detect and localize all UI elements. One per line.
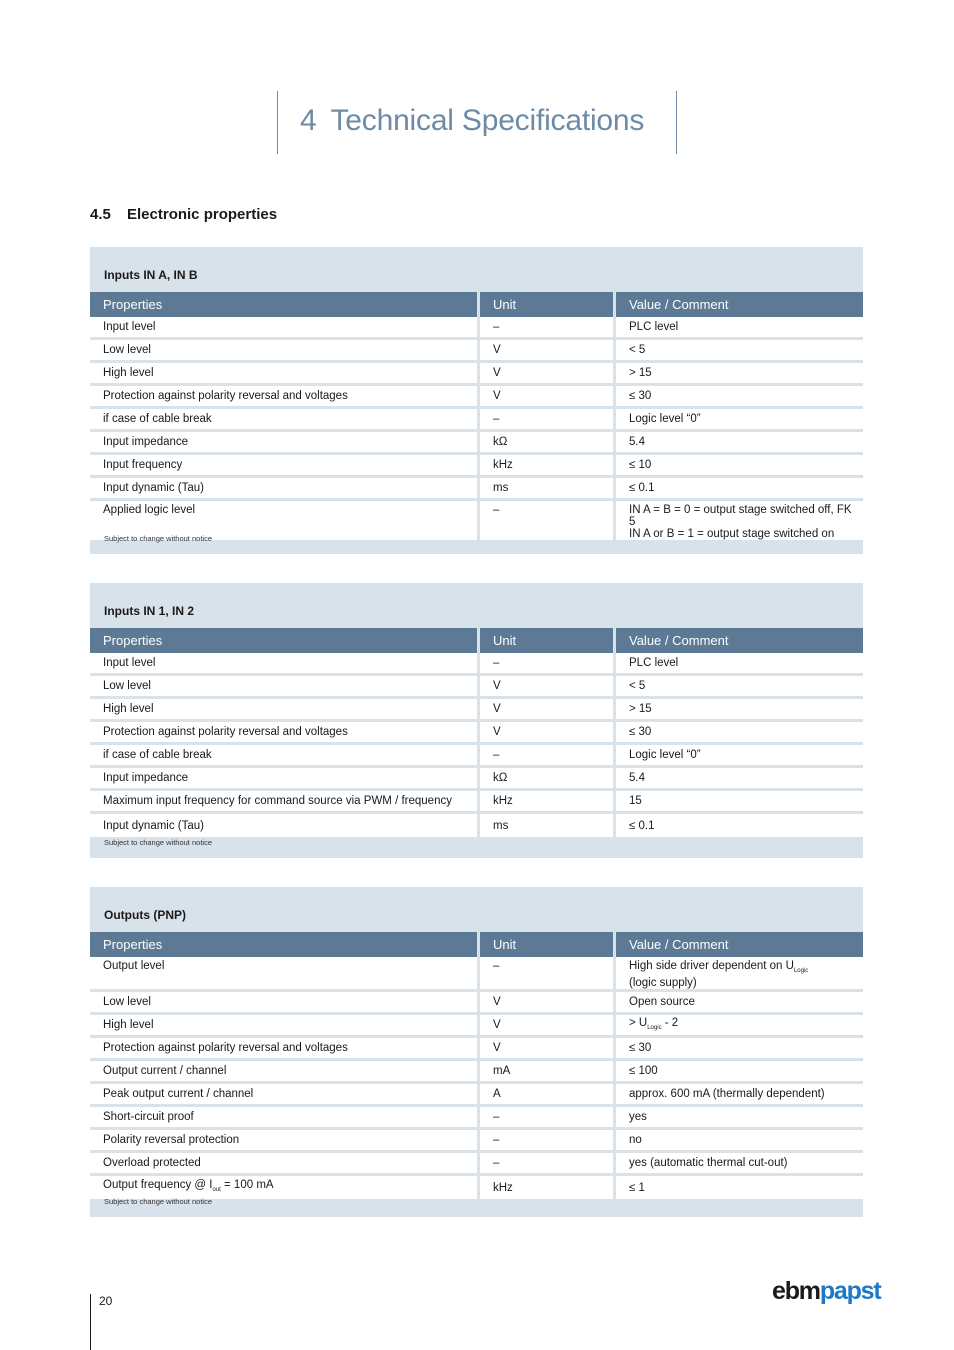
header-properties: Properties: [90, 628, 477, 653]
value-cell: ≤ 0.1: [613, 814, 863, 837]
value-cell: ≤ 10: [613, 455, 863, 478]
value-cell: ≤ 30: [613, 386, 863, 409]
header-unit: Unit: [477, 628, 613, 653]
property-cell: [90, 1176, 477, 1199]
table-row: [90, 722, 863, 745]
header-value: Value / Comment: [613, 628, 863, 653]
unit-cell: –: [477, 1153, 613, 1176]
value-cell: yes (automatic thermal cut-out): [613, 1153, 863, 1176]
unit-cell: –: [477, 957, 613, 992]
value-cell: PLC level: [613, 653, 863, 676]
footnote: Subject to change without notice: [104, 1197, 212, 1206]
property-cell: High level: [90, 699, 477, 722]
value-text-after: - 2: [661, 1016, 679, 1029]
unit-cell: –: [477, 1130, 613, 1153]
property-cell: Polarity reversal protection: [90, 1130, 477, 1153]
value-text: > U: [629, 1016, 648, 1029]
unit-cell: –: [477, 1107, 613, 1130]
table-row: [90, 1038, 863, 1061]
footnote: Subject to change without notice: [104, 534, 212, 543]
table-row: [90, 1176, 863, 1199]
table-row: [90, 1107, 863, 1130]
value-cell: 5.4: [613, 432, 863, 455]
inputs-in-1-2-block: [90, 583, 863, 858]
property-cell: High level: [90, 363, 477, 386]
chapter-title-text: Technical Specifications: [330, 104, 645, 137]
property-text-after: = 100 mA: [220, 1179, 274, 1191]
unit-cell: kHz: [477, 791, 613, 814]
property-cell: Low level: [90, 340, 477, 363]
header-properties: Properties: [90, 932, 477, 957]
property-cell: Low level: [90, 676, 477, 699]
value-cell: yes: [613, 1107, 863, 1130]
value-cell: Open source: [613, 992, 863, 1015]
unit-cell: mA: [477, 1061, 613, 1084]
table-row: [90, 653, 863, 676]
value-cell: [613, 501, 863, 540]
header-value: Value / Comment: [613, 292, 863, 317]
block-title: Outputs (PNP): [104, 908, 186, 922]
table-row: [90, 1084, 863, 1107]
table-row: [90, 676, 863, 699]
value-cell: 15: [613, 791, 863, 814]
ebmpapst-logo: [772, 1277, 881, 1306]
section-number: 4.5: [90, 206, 111, 223]
value-cell: < 5: [613, 340, 863, 363]
header-unit: Unit: [477, 292, 613, 317]
inputs-in-a-b-table: [90, 292, 863, 540]
page-number: 20: [99, 1294, 113, 1308]
property-cell: High level: [90, 1015, 477, 1038]
value-cell: approx. 600 mA (thermally dependent): [613, 1084, 863, 1107]
logo-part-papst: papst: [819, 1277, 881, 1305]
inputs-in-a-b-block: [90, 247, 863, 554]
property-subscript: out: [212, 1187, 221, 1193]
unit-cell: V: [477, 386, 613, 409]
unit-cell: kΩ: [477, 432, 613, 455]
unit-cell: ms: [477, 478, 613, 501]
table-row: [90, 386, 863, 409]
unit-cell: kHz: [477, 455, 613, 478]
unit-cell: V: [477, 1015, 613, 1038]
unit-cell: –: [477, 653, 613, 676]
property-cell: Input dynamic (Tau): [90, 478, 477, 501]
property-cell: Low level: [90, 992, 477, 1015]
property-cell: Input level: [90, 317, 477, 340]
header-value: Value / Comment: [613, 932, 863, 957]
property-cell: Protection against polarity reversal and voltages: [90, 1038, 477, 1061]
value-cell: ≤ 30: [613, 1038, 863, 1061]
table-row: [90, 768, 863, 791]
chapter-title: [300, 104, 644, 138]
table-row: [90, 363, 863, 386]
table-header-row: [90, 628, 863, 653]
value-cell: [613, 1015, 863, 1038]
table-row: [90, 317, 863, 340]
table-row: [90, 814, 863, 837]
section-title: [90, 206, 277, 223]
table-row: [90, 1061, 863, 1084]
unit-cell: V: [477, 363, 613, 386]
unit-cell: A: [477, 1084, 613, 1107]
unit-cell: V: [477, 676, 613, 699]
property-cell: Short-circuit proof: [90, 1107, 477, 1130]
unit-cell: kΩ: [477, 768, 613, 791]
value-cell: Logic level “0”: [613, 409, 863, 432]
chapter-number: 4: [300, 104, 317, 137]
value-cell: [613, 957, 863, 992]
value-cell: ≤ 30: [613, 722, 863, 745]
property-text: Output frequency @ I: [103, 1179, 213, 1191]
outputs-pnp-table: [90, 932, 863, 1199]
unit-cell: V: [477, 340, 613, 363]
footnote: Subject to change without notice: [104, 838, 212, 847]
table-row: [90, 409, 863, 432]
value-subscript: Logic: [793, 968, 809, 974]
table-row: [90, 478, 863, 501]
table-row: [90, 957, 863, 992]
property-cell: Input impedance: [90, 432, 477, 455]
table-row: [90, 699, 863, 722]
table-row: [90, 791, 863, 814]
table-row: [90, 745, 863, 768]
property-cell: Protection against polarity reversal and voltages: [90, 722, 477, 745]
value-cell: > 15: [613, 699, 863, 722]
value-line-2: IN A or B = 1 = output stage switched on: [629, 528, 835, 540]
unit-cell: V: [477, 1038, 613, 1061]
unit-cell: –: [477, 317, 613, 340]
value-subscript: Logic: [647, 1024, 662, 1031]
chapter-header: [277, 91, 677, 154]
logo-part-ebm: ebm: [772, 1277, 820, 1305]
value-cell: ≤ 1: [613, 1176, 863, 1199]
section-title-text: Electronic properties: [127, 206, 278, 223]
unit-cell: –: [477, 745, 613, 768]
table-row: [90, 1130, 863, 1153]
header-properties: Properties: [90, 292, 477, 317]
value-line-2: (logic supply): [629, 977, 697, 989]
block-title: Inputs IN A, IN B: [104, 268, 198, 282]
unit-cell: kHz: [477, 1176, 613, 1199]
property-cell: Input impedance: [90, 768, 477, 791]
property-cell: Overload protected: [90, 1153, 477, 1176]
table-header-row: [90, 932, 863, 957]
value-line-1: IN A = B = 0 = output stage switched off, FK 5: [629, 504, 852, 528]
property-cell: Maximum input frequency for command source via PWM / frequency: [90, 791, 477, 814]
property-cell: Applied logic level: [90, 501, 477, 540]
value-cell: 5.4: [613, 768, 863, 791]
value-line-1: High side driver dependent on U: [629, 960, 794, 972]
table-row: [90, 1153, 863, 1176]
table-header-row: [90, 292, 863, 317]
property-cell: Output level: [90, 957, 477, 992]
page-margin-rule: [90, 1294, 91, 1350]
value-cell: PLC level: [613, 317, 863, 340]
block-title: Inputs IN 1, IN 2: [104, 604, 195, 618]
unit-cell: –: [477, 409, 613, 432]
unit-cell: V: [477, 992, 613, 1015]
table-row: [90, 432, 863, 455]
property-cell: Peak output current / channel: [90, 1084, 477, 1107]
value-cell: no: [613, 1130, 863, 1153]
property-cell: if case of cable break: [90, 745, 477, 768]
property-cell: Input frequency: [90, 455, 477, 478]
table-row: [90, 455, 863, 478]
table-row: [90, 992, 863, 1015]
inputs-in-1-2-table: [90, 628, 863, 837]
table-row: [90, 1015, 863, 1038]
header-unit: Unit: [477, 932, 613, 957]
property-cell: if case of cable break: [90, 409, 477, 432]
property-cell: Output current / channel: [90, 1061, 477, 1084]
unit-cell: –: [477, 501, 613, 540]
table-row: [90, 340, 863, 363]
value-cell: ≤ 0.1: [613, 478, 863, 501]
property-cell: Input dynamic (Tau): [90, 814, 477, 837]
value-cell: < 5: [613, 676, 863, 699]
unit-cell: ms: [477, 814, 613, 837]
unit-cell: V: [477, 722, 613, 745]
property-cell: Input level: [90, 653, 477, 676]
outputs-pnp-block: [90, 887, 863, 1217]
property-cell: Protection against polarity reversal and voltages: [90, 386, 477, 409]
value-cell: > 15: [613, 363, 863, 386]
value-cell: ≤ 100: [613, 1061, 863, 1084]
unit-cell: V: [477, 699, 613, 722]
value-cell: Logic level “0”: [613, 745, 863, 768]
